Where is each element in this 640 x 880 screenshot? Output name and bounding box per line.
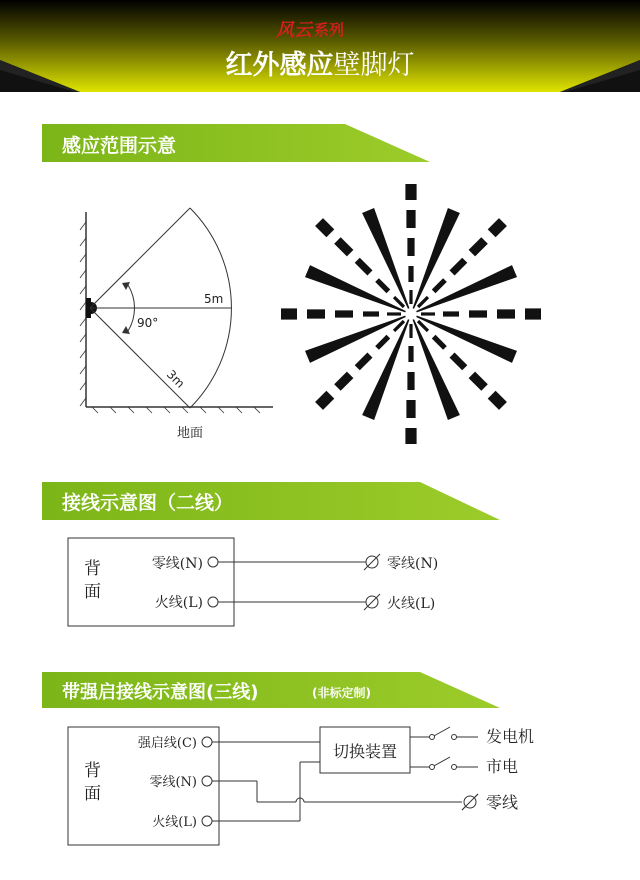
- terminal-neutral: 零线(N): [151, 556, 203, 572]
- angle-label: 90°: [137, 316, 159, 330]
- detection-ray-segment: [405, 184, 416, 200]
- detection-ray-segment: [469, 237, 488, 256]
- switch-device-label: 切换装置: [332, 742, 398, 761]
- detection-ray-segment: [488, 391, 507, 410]
- page-title: [226, 49, 415, 81]
- series-suffix: 系列: [314, 21, 345, 39]
- detection-ray-segment: [450, 258, 468, 276]
- detection-ray-segment: [315, 391, 334, 410]
- detection-ray-segment: [407, 372, 414, 390]
- detection-ray-segment: [488, 218, 507, 237]
- detection-ray-segment: [421, 312, 435, 315]
- detection-ray-segment: [432, 335, 447, 350]
- back-label-top-3: 背: [84, 761, 101, 781]
- section-title-3wire: 带强启接线示意图(三线): [62, 682, 259, 703]
- section-banner-2wire: [42, 482, 500, 520]
- title-light: 壁脚灯: [333, 50, 415, 81]
- detection-ray-segment: [335, 310, 353, 317]
- output-live: 火线(L): [387, 596, 436, 612]
- series-logo: [275, 20, 344, 41]
- detection-ray-segment: [408, 346, 413, 362]
- detection-ray-segment: [363, 311, 379, 316]
- back-label-bottom-3: 面: [84, 784, 101, 804]
- output-mains: 市电: [486, 757, 519, 776]
- three-wire-diagram: [68, 727, 478, 845]
- detection-ray-segment: [355, 353, 373, 371]
- detection-ray-segment: [443, 311, 459, 316]
- distance-label: 5m: [204, 292, 224, 306]
- detection-ray-segment: [408, 266, 413, 282]
- detection-ray-segment: [469, 310, 487, 317]
- detection-ray-segment: [409, 324, 412, 338]
- back-label-bottom: 面: [84, 582, 101, 602]
- detection-ray-segment: [450, 353, 468, 371]
- detection-ray-segment: [375, 335, 390, 350]
- detection-ray-segment: [407, 238, 414, 256]
- detection-ray-segment: [355, 258, 373, 276]
- terminal-live-3: 火线(L): [152, 815, 197, 830]
- detection-ray-segment: [406, 210, 415, 228]
- section-banner-range: [42, 124, 430, 162]
- back-label-top: 背: [84, 559, 101, 579]
- ground-label: 地面: [176, 426, 204, 441]
- terminal-force-on: 强启线(C): [137, 736, 197, 751]
- detection-ray-segment: [375, 278, 390, 293]
- detection-ray-segment: [469, 372, 488, 391]
- two-wire-diagram: [68, 538, 438, 626]
- detection-ray-segment: [432, 278, 447, 293]
- section-banner-3wire: [42, 672, 500, 708]
- detection-ray-segment: [406, 400, 415, 418]
- section-title-range: 感应范围示意: [62, 135, 177, 157]
- detection-ray-segment: [525, 308, 541, 319]
- detection-ray-segment: [281, 308, 297, 319]
- detection-ray-segment: [307, 309, 325, 318]
- section-title-note: (非标定制): [312, 686, 371, 700]
- output-neutral-3: 零线: [486, 793, 519, 812]
- terminal-live: 火线(L): [154, 595, 203, 611]
- title-bold: 红外感应: [225, 50, 334, 81]
- detection-ray-segment: [409, 290, 412, 304]
- series-brand: 风云: [276, 20, 312, 41]
- output-neutral: 零线(N): [387, 556, 439, 572]
- detection-ray-segment: [387, 312, 401, 315]
- height-label: 3m: [163, 367, 188, 391]
- detection-ray-segment: [334, 237, 353, 256]
- detection-ray-segment: [405, 428, 416, 444]
- detection-ray-segment: [334, 372, 353, 391]
- detection-ray-segment: [497, 309, 515, 318]
- detection-zone-pattern: [281, 184, 541, 444]
- detection-ray-segment: [315, 218, 334, 237]
- terminal-neutral-3: 零线(N): [149, 775, 197, 790]
- section-title-2wire: 接线示意图（二线）: [62, 492, 234, 514]
- output-generator: 发电机: [486, 727, 535, 746]
